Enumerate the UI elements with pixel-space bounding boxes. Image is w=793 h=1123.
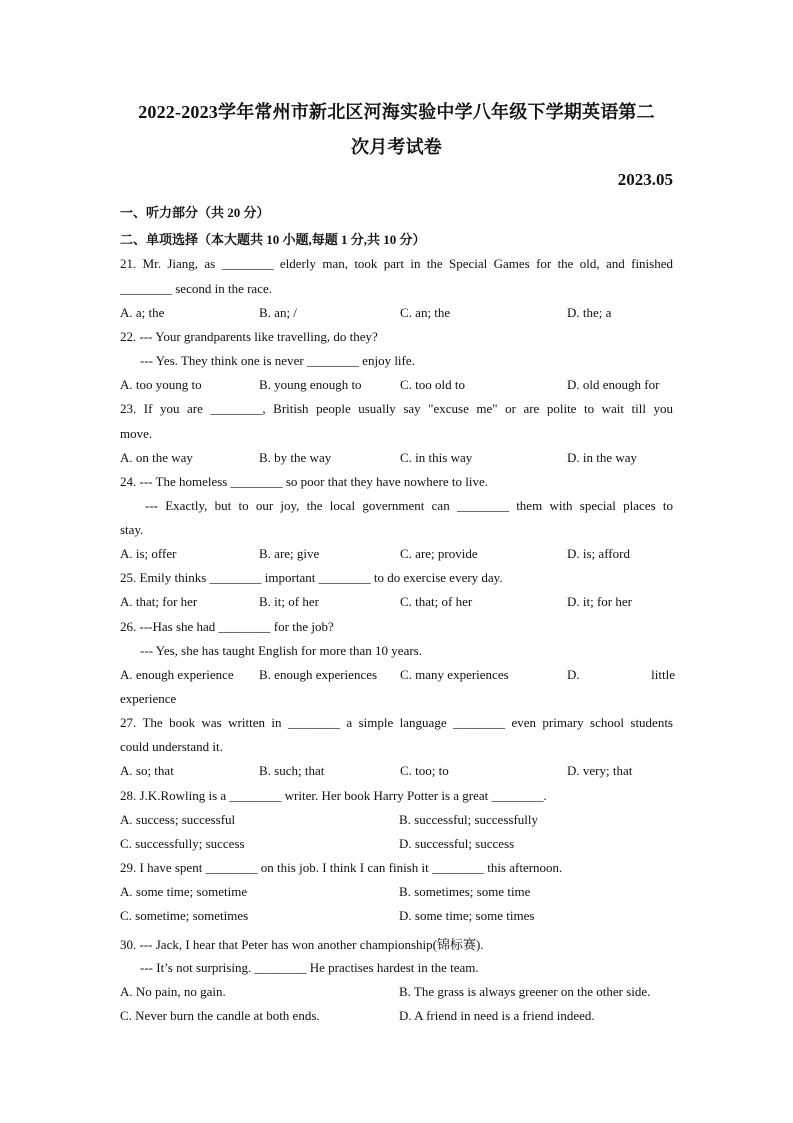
- option-c[interactable]: C. too old to: [400, 377, 466, 392]
- option-d[interactable]: D. very; that: [567, 763, 633, 778]
- option-b[interactable]: B. young enough to: [259, 377, 362, 392]
- question-28-stem: 28. J.K.Rowling is a ________ writer. Her book Harry Potter is a great ________.: [120, 788, 547, 803]
- question-23-stem: 23. If you are ________, British people usually say "excuse me" or are polite to wait till you: [120, 401, 673, 416]
- question-21-options: [120, 305, 675, 323]
- question-22-options: [120, 377, 675, 395]
- option-d-letter[interactable]: D.: [567, 667, 580, 682]
- option-a[interactable]: A. on the way: [120, 450, 193, 465]
- option-b[interactable]: B. The grass is always greener on the other side.: [399, 984, 651, 999]
- option-b[interactable]: B. such; that: [259, 763, 325, 778]
- question-30-answer-line: --- It’s not surprising. ________ He practises hardest in the team.: [140, 960, 479, 975]
- option-b[interactable]: B. an; /: [259, 305, 297, 320]
- question-30-options-row-1: [120, 984, 675, 1002]
- option-c[interactable]: C. an; the: [400, 305, 451, 320]
- option-d[interactable]: D. the; a: [567, 305, 612, 320]
- question-29-stem: 29. I have spent ________ on this job. I think I can finish it ________ this afternoon.: [120, 860, 563, 875]
- question-25-stem: 25. Emily thinks ________ important ________ to do exercise every day.: [120, 570, 503, 585]
- exam-date: 2023.05: [617, 170, 673, 189]
- option-a[interactable]: A. enough experience: [120, 667, 234, 682]
- question-21-stem: 21. Mr. Jiang, as ________ elderly man, took part in the Special Games for the old, and finished: [120, 256, 673, 271]
- section-multiple-choice-heading: 二、单项选择（本大题共 10 小题,每题 1 分,共 10 分）: [120, 232, 426, 247]
- option-d[interactable]: D. successful; success: [399, 836, 515, 851]
- question-23-stem-cont: move.: [120, 426, 153, 441]
- question-22-stem: 22. --- Your grandparents like travelling, do they?: [120, 329, 378, 344]
- question-24-answer-cont: stay.: [120, 522, 144, 537]
- question-24-stem: 24. --- The homeless ________ so poor that they have nowhere to live.: [120, 474, 489, 489]
- exam-title-line-1: 2022-2023学年常州市新北区河海实验中学八年级下学期英语第二: [138, 102, 655, 122]
- question-29-options-row-2: [120, 908, 675, 926]
- option-c[interactable]: C. Never burn the candle at both ends.: [120, 1008, 320, 1023]
- option-d[interactable]: D. some time; some times: [399, 908, 535, 923]
- option-a[interactable]: A. is; offer: [120, 546, 177, 561]
- question-26-stem: 26. ---Has she had ________ for the job?: [120, 619, 334, 634]
- option-a[interactable]: A. success; successful: [120, 812, 236, 827]
- question-26-option-d-cont: experience: [120, 691, 177, 706]
- question-30-stem: 30. --- Jack, I hear that Peter has won another championship(锦标赛).: [120, 937, 484, 952]
- option-c[interactable]: C. too; to: [400, 763, 449, 778]
- option-c[interactable]: C. that; of her: [400, 594, 473, 609]
- exam-title-line-2: 次月考试卷: [351, 137, 442, 157]
- question-27-options: [120, 763, 675, 781]
- option-c[interactable]: C. are; provide: [400, 546, 478, 561]
- question-26-options: [120, 667, 675, 685]
- option-d[interactable]: D. it; for her: [567, 594, 632, 609]
- question-23-options: [120, 450, 675, 468]
- question-27-stem: 27. The book was written in ________ a simple language ________ even primary school students: [120, 715, 673, 730]
- question-28-options-row-1: [120, 812, 675, 830]
- option-b[interactable]: B. by the way: [259, 450, 332, 465]
- option-c[interactable]: C. sometime; sometimes: [120, 908, 249, 923]
- option-d[interactable]: D. is; afford: [567, 546, 630, 561]
- option-c[interactable]: C. many experiences: [400, 667, 509, 682]
- option-b[interactable]: B. successful; successfully: [399, 812, 539, 827]
- option-d[interactable]: D. old enough for: [567, 377, 660, 392]
- question-30-options-row-2: [120, 1008, 675, 1026]
- option-b[interactable]: B. enough experiences: [259, 667, 378, 682]
- option-a[interactable]: A. a; the: [120, 305, 165, 320]
- question-29-options-row-1: [120, 884, 675, 902]
- section-listening-heading: 一、听力部分（共 20 分）: [120, 205, 270, 220]
- question-21-stem-cont: ________ second in the race.: [120, 281, 272, 296]
- option-d[interactable]: D. in the way: [567, 450, 638, 465]
- option-b[interactable]: B. sometimes; some time: [399, 884, 531, 899]
- question-24-answer-line: --- Exactly, but to our joy, the local government can ________ them with special places to: [145, 498, 673, 513]
- option-a[interactable]: A. that; for her: [120, 594, 198, 609]
- option-a[interactable]: A. No pain, no gain.: [120, 984, 226, 999]
- option-a[interactable]: A. so; that: [120, 763, 174, 778]
- question-24-options: [120, 546, 675, 564]
- option-c[interactable]: C. successfully; success: [120, 836, 245, 851]
- question-28-options-row-2: [120, 836, 675, 854]
- question-27-stem-cont: could understand it.: [120, 739, 223, 754]
- option-a[interactable]: A. some time; sometime: [120, 884, 248, 899]
- option-d[interactable]: D. A friend in need is a friend indeed.: [399, 1008, 595, 1023]
- option-d-text[interactable]: little: [651, 667, 675, 682]
- question-26-answer-line: --- Yes, she has taught English for more than 10 years.: [140, 643, 422, 658]
- question-25-options: [120, 594, 675, 612]
- question-22-answer-line: --- Yes. They think one is never ________ enjoy life.: [140, 353, 415, 368]
- option-b[interactable]: B. are; give: [259, 546, 320, 561]
- option-b[interactable]: B. it; of her: [259, 594, 319, 609]
- option-c[interactable]: C. in this way: [400, 450, 473, 465]
- option-a[interactable]: A. too young to: [120, 377, 202, 392]
